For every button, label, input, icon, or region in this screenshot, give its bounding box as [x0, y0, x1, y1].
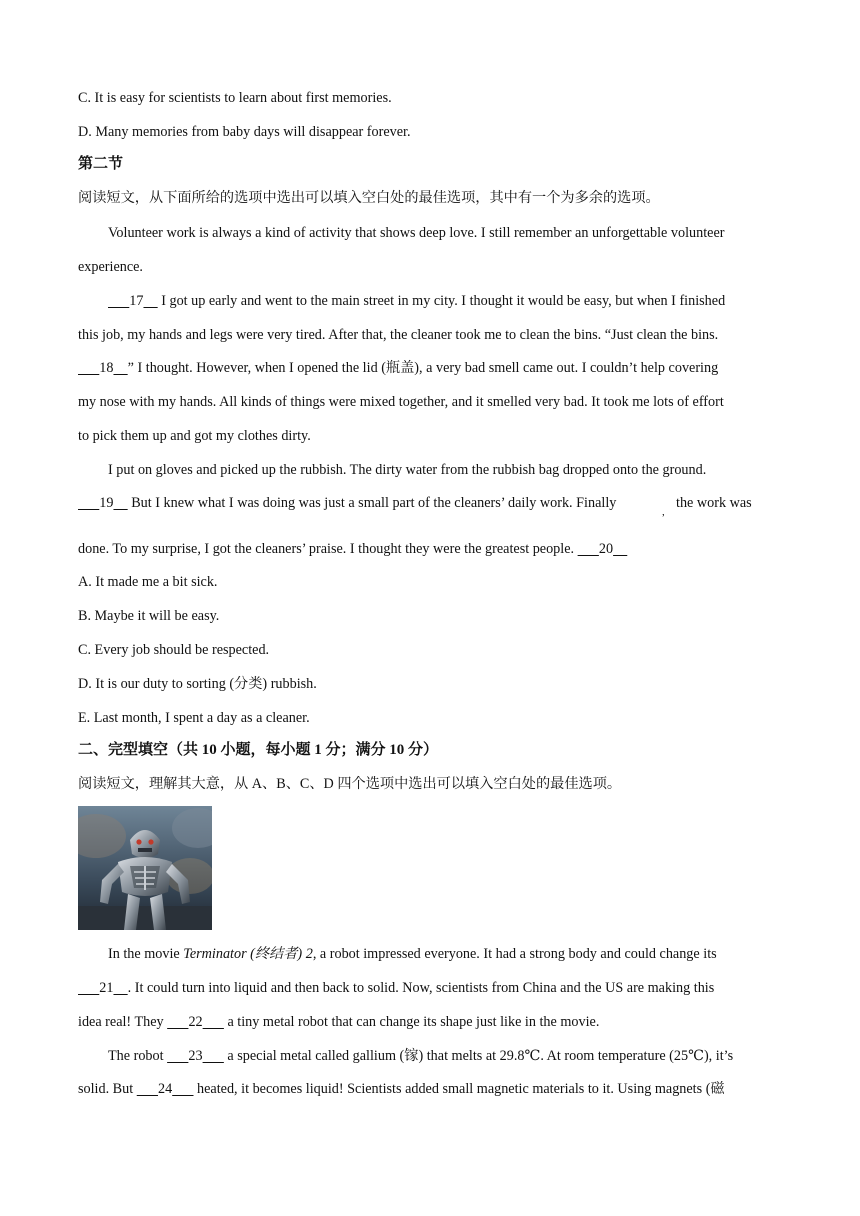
- passage-line: done. To my surprise, I got the cleaners’ praise. I thought they were the greatest people. 20: [78, 540, 627, 558]
- passage-line: The robot 23 a special metal called gallium (镓) that melts at 29.8℃. At room temperature (25℃), it’s: [108, 1048, 734, 1064]
- blank-20: 20: [598, 541, 614, 557]
- part-instruction: 阅读短文，理解其大意，从 A、B、C、D 四个选项中选出可以填入空白处的最佳选项。: [78, 776, 622, 792]
- blank-19: 19: [99, 495, 114, 511]
- passage-line: idea real! They 22 a tiny metal robot that can change its shape just like in the movie.: [78, 1014, 600, 1030]
- passage-line-end: the work was: [676, 495, 752, 511]
- passage-line: 21 . It could turn into liquid and then back to solid. Now, scientists from China and the US are making this: [78, 979, 714, 997]
- option-c-memories: C. It is easy for scientists to learn about first memories.: [78, 90, 392, 106]
- passage-line: 17 I got up early and went to the main street in my city. I thought it would be easy, but when I finished: [108, 292, 725, 310]
- passage-line: to pick them up and got my clothes dirty.: [78, 428, 311, 444]
- stray-comma: ,: [662, 506, 665, 518]
- option-d: D. It is our duty to sorting (分类) rubbish.: [78, 676, 317, 692]
- blank-21: 21: [99, 980, 114, 996]
- blank-24: 24: [158, 1081, 173, 1097]
- movie-title: Terminator (终结者) 2: [183, 946, 313, 962]
- option-e: E. Last month, I spent a day as a cleaner.: [78, 710, 310, 726]
- section-instruction: 阅读短文，从下面所给的选项中选出可以填入空白处的最佳选项，其中有一个为多余的选项。: [78, 190, 660, 206]
- section-heading: 第二节: [78, 156, 124, 172]
- option-a: A. It made me a bit sick.: [78, 574, 218, 590]
- blank-22: 22: [188, 1014, 203, 1030]
- blank-23: 23: [188, 1048, 203, 1064]
- passage-line: my nose with my hands. All kinds of things were mixed together, and it smelled very bad. It took me lots of effort: [78, 394, 724, 410]
- passage-line: In the movie Terminator (终结者) 2, a robot impressed everyone. It had a strong body and could change its: [108, 946, 717, 962]
- passage-line: 18 ” I thought. However, when I opened the lid (瓶盖), a very bad smell came out. I couldn’t help covering: [78, 359, 718, 377]
- option-c: C. Every job should be respected.: [78, 642, 270, 658]
- passage-line: Volunteer work is always a kind of activity that shows deep love. I still remember an unforgettable volunteer: [108, 225, 725, 241]
- blank-17: 17: [129, 293, 144, 309]
- passage-line: experience.: [78, 259, 143, 275]
- part-heading: 二、完型填空（共 10 小题，每小题 1 分；满分 10 分）: [78, 742, 439, 758]
- option-b: B. Maybe it will be easy.: [78, 608, 220, 624]
- blank-18: 18: [99, 360, 114, 376]
- option-d-memories: D. Many memories from baby days will disappear forever.: [78, 124, 411, 140]
- robot-image: [78, 806, 212, 930]
- passage-line: I put on gloves and picked up the rubbish. The dirty water from the rubbish bag dropped onto the ground.: [108, 462, 707, 478]
- passage-line: this job, my hands and legs were very tired. After that, the cleaner took me to clean the bins. “Just clean the bins.: [78, 327, 719, 343]
- passage-line: solid. But 24 heated, it becomes liquid! Scientists added small magnetic materials to it. Using magnets (磁: [78, 1081, 725, 1097]
- passage-line: 19 But I knew what I was doing was just a small part of the cleaners’ daily work. Finally: [78, 494, 616, 512]
